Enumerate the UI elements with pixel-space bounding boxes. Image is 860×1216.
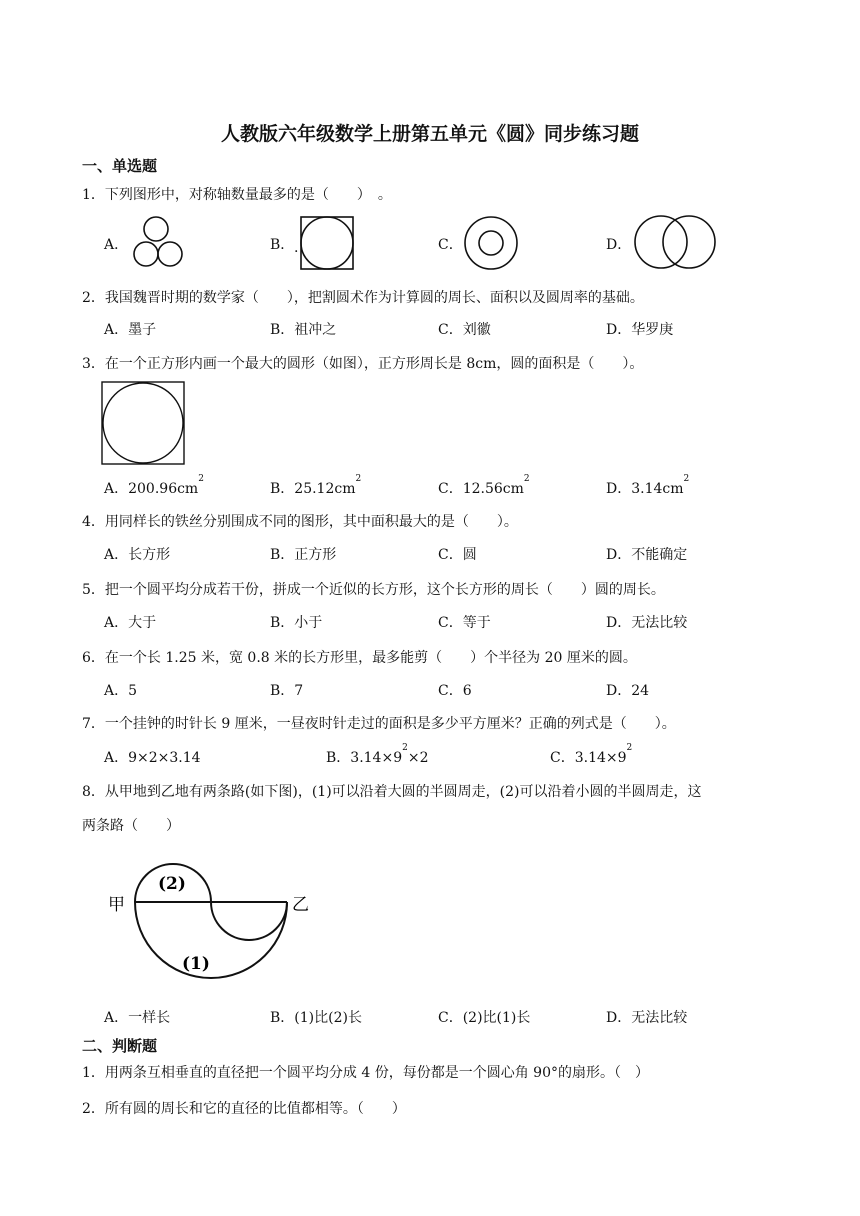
question-2-text: 2．我国魏晋时期的数学家（ ），把割圆术作为计算圆的周长、面积以及圆周率的基础。 xyxy=(82,290,644,306)
q8-option-b: B．(1)比(2)长 xyxy=(270,1010,362,1026)
q7-option-c-exponent: 2 xyxy=(626,743,633,753)
q7-option-b-exponent: 2 xyxy=(402,743,408,753)
q7-option-b xyxy=(326,743,429,767)
q3-option-a xyxy=(104,474,204,498)
q5-option-a: A．大于 xyxy=(104,615,157,631)
section-heading-single-choice: 一、单选题 xyxy=(82,157,158,175)
q6-option-c: C．6 xyxy=(438,683,472,699)
section-heading-true-false: 二、判断题 xyxy=(82,1037,158,1055)
q8-label-end: 乙 xyxy=(292,895,309,915)
q7-option-b-suffix: ×2 xyxy=(407,750,429,766)
q1-option-c-figure-concentric-circles xyxy=(463,215,519,271)
q3-option-b-text: B．25.12cm xyxy=(270,481,356,497)
q4-option-d: D．不能确定 xyxy=(606,547,688,563)
q1-option-d-label: D． xyxy=(606,237,632,253)
q8-figure-two-paths xyxy=(104,850,324,990)
q8-option-a: A．一样长 xyxy=(104,1010,171,1026)
question-6-text: 6．在一个长 1.25 米，宽 0.8 米的长方形里，最多能剪（ ）个半径为 20 厘米的圆。 xyxy=(82,650,637,666)
page-title: 人教版六年级数学上册第五单元《圆》同步练习题 xyxy=(220,123,639,145)
question-1-text: 1．下列图形中，对称轴数量最多的是（ ） 。 xyxy=(82,187,392,203)
q8-option-c: C．(2)比(1)长 xyxy=(438,1010,531,1026)
q5-option-c: C．等于 xyxy=(438,615,491,631)
q3-option-a-text: A．200.96cm xyxy=(104,481,199,497)
q5-option-d: D．无法比较 xyxy=(606,615,688,631)
q5-option-b: B．小于 xyxy=(270,615,323,631)
q3-option-d-exponent: 2 xyxy=(683,474,690,484)
q4-option-c: C．圆 xyxy=(438,547,477,563)
q3-option-c-exponent: 2 xyxy=(523,474,530,484)
q1-option-d-figure-overlapping-circles xyxy=(634,214,716,270)
q3-option-d-text: D．3.14cm xyxy=(606,481,684,497)
q7-option-b-text: B．3.14×9 xyxy=(326,750,403,766)
question-5-text: 5．把一个圆平均分成若干份，拼成一个近似的长方形，这个长方形的周长（ ）圆的周长。 xyxy=(82,582,665,598)
q7-option-c xyxy=(550,743,633,767)
q1-option-b-dot: . xyxy=(294,240,299,256)
q2-option-a: A．墨子 xyxy=(104,322,157,338)
q8-option-d: D．无法比较 xyxy=(606,1010,688,1026)
q8-label-path-1: (1) xyxy=(182,954,210,974)
q3-option-a-exponent: 2 xyxy=(198,474,204,484)
q2-option-b: B．祖冲之 xyxy=(270,322,337,338)
q3-option-d xyxy=(606,474,690,498)
question-3-text: 3．在一个正方形内画一个最大的圆形（如图），正方形周长是 8cm，圆的面积是（ ）。 xyxy=(82,356,644,372)
question-8-text-line-1: 8．从甲地到乙地有两条路(如下图)，(1)可以沿着大圆的半圆周走，(2)可以沿着小圆的半圆周走，这 xyxy=(82,784,702,800)
q2-option-d: D．华罗庚 xyxy=(606,322,674,338)
question-4-text: 4．用同样长的铁丝分别围成不同的图形，其中面积最大的是（ ）。 xyxy=(82,514,518,530)
q6-option-d: D．24 xyxy=(606,683,650,699)
judgement-2-text: 2．所有圆的周长和它的直径的比值都相等。（ ） xyxy=(82,1101,406,1117)
q7-option-c-text: C．3.14×9 xyxy=(550,750,627,766)
q7-option-a-text: A．9×2×3.14 xyxy=(104,750,201,766)
q3-figure-circle-in-square xyxy=(101,381,185,465)
q3-option-b-exponent: 2 xyxy=(355,474,362,484)
judgement-1-text: 1．用两条互相垂直的直径把一个圆平均分成 4 份，每份都是一个圆心角 90°的扇形。（ ） xyxy=(82,1065,649,1081)
q1-option-a-figure-three-circles xyxy=(125,214,187,270)
question-7-text: 7．一个挂钟的时针长 9 厘米，一昼夜时针走过的面积是多少平方厘米？正确的列式是（ ）。 xyxy=(82,716,676,732)
q3-option-b xyxy=(270,474,362,498)
q7-option-a xyxy=(104,747,201,767)
q1-option-b-label: B． xyxy=(270,237,295,253)
q4-option-b: B．正方形 xyxy=(270,547,337,563)
question-8-text-line-2: 两条路（ ） xyxy=(82,818,180,834)
q8-label-start: 甲 xyxy=(108,895,125,915)
q4-option-a: A．长方形 xyxy=(104,547,171,563)
q3-option-c xyxy=(438,474,530,498)
q3-option-c-text: C．12.56cm xyxy=(438,481,524,497)
q6-option-b: B．7 xyxy=(270,683,304,699)
q1-option-b-figure-circle-in-square xyxy=(300,216,354,270)
q1-option-a-label: A． xyxy=(104,237,129,253)
q6-option-a: A．5 xyxy=(104,683,138,699)
q2-option-c: C．刘徽 xyxy=(438,322,491,338)
q1-option-c-label: C． xyxy=(438,237,463,253)
q8-label-path-2: (2) xyxy=(158,874,186,894)
